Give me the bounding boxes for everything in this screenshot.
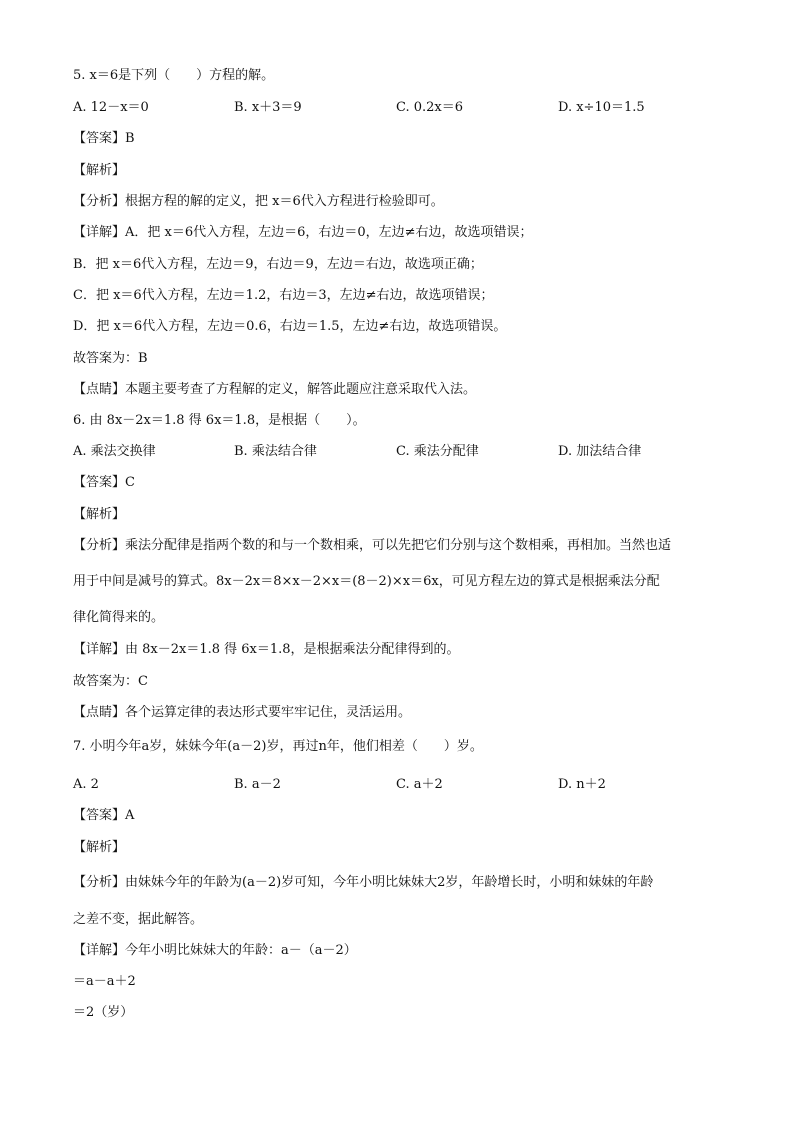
q6-option-c: C. 乘法分配律 — [396, 444, 479, 459]
q5-analysis-heading: 【解析】 — [73, 163, 126, 178]
q7-analysis-line-2: 之差不变，据此解答。 — [73, 912, 204, 927]
q7-answer: 【答案】A — [73, 808, 135, 823]
q7-detail-step-1: ＝a－a＋2 — [73, 974, 136, 989]
q6-detail: 【详解】由 8x－2x＝1.8 得 6x＝1.8，是根据乘法分配律得到的。 — [73, 642, 460, 657]
q6-answer: 【答案】C — [73, 475, 135, 490]
q6-option-d: D. 加法结合律 — [558, 444, 642, 459]
q5-detail-b: B．把 x＝6代入方程，左边＝9，右边＝9，左边＝右边，故选项正确； — [73, 257, 483, 272]
q5-detail-c: C．把 x＝6代入方程，左边＝1.2，右边＝3，左边≠右边，故选项错误； — [73, 288, 494, 303]
q6-option-a: A. 乘法交换律 — [73, 444, 156, 459]
q6-analysis-line-3: 律化简得来的。 — [73, 610, 165, 625]
q7-option-d: D. n＋2 — [558, 777, 606, 792]
q7-analysis-line-1: 【分析】由妹妹今年的年龄为(a－2)岁可知，今年小明比妹妹大2岁，年龄增长时，小明和妹妹的年龄 — [73, 875, 654, 890]
q6-option-b: B. 乘法结合律 — [234, 444, 317, 459]
q5-analysis: 【分析】根据方程的解的定义，把 x＝6代入方程进行检验即可。 — [73, 194, 444, 209]
q7-option-a: A. 2 — [73, 777, 99, 792]
q5-final-answer: 故答案为：B — [73, 351, 148, 366]
q5-detail-a: 【详解】A．把 x＝6代入方程，左边＝6，右边＝0，左边≠右边，故选项错误； — [73, 225, 533, 240]
q6-final-answer: 故答案为：C — [73, 674, 148, 689]
q7-option-c: C. a＋2 — [396, 777, 443, 792]
q6-analysis-heading: 【解析】 — [73, 507, 126, 522]
q5-comment: 【点睛】本题主要考查了方程解的定义，解答此题应注意采取代入法。 — [73, 382, 477, 397]
question-7-stem: 7. 小明今年a岁，妹妹今年(a－2)岁，再过n年，他们相差（ ）岁。 — [73, 739, 483, 754]
question-6-stem: 6. 由 8x－2x＝1.8 得 6x＝1.8，是根据（ ）。 — [73, 413, 366, 428]
q5-option-a: A. 12－x＝0 — [73, 100, 149, 115]
q6-analysis-line-2: 用于中间是减号的算式。8x－2x＝8×x－2×x＝(8－2)×x＝6x，可见方程左边的算式是根据乘法分配 — [73, 574, 660, 589]
q5-detail-d: D．把 x＝6代入方程，左边＝0.6，右边＝1.5，左边≠右边，故选项错误。 — [73, 319, 507, 334]
q7-detail: 【详解】今年小明比妹妹大的年龄：a－（a－2） — [73, 943, 357, 958]
q7-analysis-heading: 【解析】 — [73, 840, 126, 855]
q5-option-d: D. x÷10＝1.5 — [558, 100, 645, 115]
q6-comment: 【点睛】各个运算定律的表达形式要牢牢记住，灵活运用。 — [73, 705, 412, 720]
q5-option-b: B. x＋3＝9 — [234, 100, 302, 115]
q5-answer: 【答案】B — [73, 131, 135, 146]
question-5-stem: 5. x＝6是下列（ ）方程的解。 — [73, 68, 275, 83]
q6-analysis-line-1: 【分析】乘法分配律是指两个数的和与一个数相乘，可以先把它们分别与这个数相乘，再相加。当然也适 — [73, 538, 672, 553]
q7-detail-step-2: ＝2（岁） — [73, 1005, 134, 1020]
q7-option-b: B. a－2 — [234, 777, 281, 792]
q5-option-c: C. 0.2x＝6 — [396, 100, 464, 115]
